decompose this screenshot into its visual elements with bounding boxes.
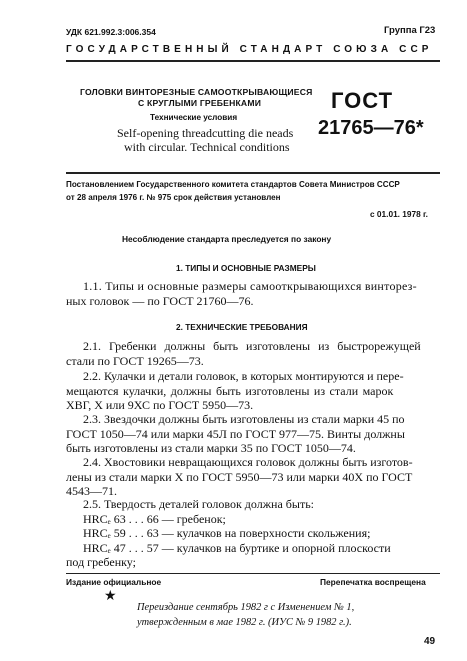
paragraph-2-4 [66, 455, 440, 499]
reprint-prohibited: Перепечатка воспрещена [320, 577, 426, 587]
paragraph-1-1-line2: ных головок — по ГОСТ 21760—76. [66, 293, 254, 308]
group-code: Группа Г23 [384, 25, 436, 36]
paragraph-2-5 [66, 497, 440, 570]
paragraph-2-5-line1: 2.5. Твердость деталей головок должна быть: [83, 497, 314, 511]
hardness-combs: HRCₑ 63 . . . 66 — гребенок; [83, 511, 226, 526]
star-icon: ★ [104, 589, 117, 604]
reissue-line1: Переиздание сентябрь 1982 г с Изменением № 1, [137, 602, 355, 613]
title-ru-line2: С КРУГЛЫМИ ГРЕБЕНКАМИ [138, 98, 262, 108]
law-warning: Несоблюдение стандарта преследуется по закону [122, 234, 332, 244]
standard-banner: ГОСУДАРСТВЕННЫЙ СТАНДАРТ СОЮЗА ССР [66, 44, 433, 55]
title-en-line2: with circular. Technical conditions [124, 140, 290, 154]
paragraph-2-2-line1: 2.2. Кулачки и детали головок, в которых монтируются и пере- [83, 369, 404, 383]
paragraph-2-2 [66, 369, 440, 413]
udk-code: УДК 621.992.3:006.354 [66, 27, 156, 37]
paragraph-2-1-line2: стали по ГОСТ 19265—73. [66, 353, 204, 368]
gost-number: 21765—76* [318, 117, 424, 139]
header-rule-top [66, 60, 440, 62]
title-ru-line1: ГОЛОВКИ ВИНТОРЕЗНЫЕ САМООТКРЫВАЮЩИЕСЯ [80, 87, 313, 97]
paragraph-2-3-line2: ГОСТ 1050—74 или марки 45Л по ГОСТ 977—75. Винты должны [66, 426, 405, 441]
paragraph-2-4-line2: лены из стали марки X по ГОСТ 5950—73 или марки 40Х по ГОСТ [66, 469, 413, 484]
paragraph-2-1-line1: 2.1. Гребенки должны быть изготовлены из быстрорежущей [83, 339, 421, 353]
decree-line1: Постановлением Государственного комитета стандартов Совета Министров СССР [66, 180, 400, 189]
paragraph-2-3 [66, 412, 440, 456]
paragraph-2-2-line2: мещаются кулачки, должны быть изготовлены из стали марок [66, 383, 394, 398]
paragraph-2-4-line3: 4543—71. [66, 484, 117, 499]
hardness-cams-sliding: HRCₑ 59 . . . 63 — кулачков на поверхности скольжения; [83, 526, 371, 541]
section1-heading: 1. ТИПЫ И ОСНОВНЫЕ РАЗМЕРЫ [176, 263, 316, 273]
page-number: 49 [424, 636, 436, 647]
title-rule-bottom [66, 172, 440, 174]
hardness-cams-collar: HRCₑ 47 . . . 57 — кулачков на буртике и опорной плоскости [83, 540, 391, 555]
paragraph-2-4-line1: 2.4. Хвостовики невращающихся головок должны быть изготов- [83, 455, 413, 469]
paragraph-2-3-line3: быть изготовлены из стали марки 35 по ГОСТ 1050—74. [66, 441, 356, 456]
official-edition: Издание официальное [66, 577, 162, 587]
title-subtitle: Технические условия [150, 113, 238, 122]
decree-line2: от 28 апреля 1976 г. № 975 срок действия установлен [66, 193, 281, 202]
gost-label: ГОСТ [331, 88, 394, 113]
title-en-line1: Self-opening threadcutting die neads [117, 126, 294, 140]
paragraph-1-1-line1: 1.1. Типы и основные размеры самооткрывающихся винторез- [83, 279, 417, 293]
paragraph-2-1 [66, 339, 440, 368]
reissue-line2: утвержденным в мае 1982 г. (ИУС № 9 1982 г.). [137, 617, 352, 628]
section2-heading: 2. ТЕХНИЧЕСКИЕ ТРЕБОВАНИЯ [176, 322, 308, 332]
footer-rule [66, 573, 440, 574]
paragraph-2-3-line1: 2.3. Звездочки должны быть изготовлены из стали марки 45 по [83, 412, 405, 426]
paragraph-2-5-line5: под гребенку; [66, 555, 136, 570]
paragraph-1-1 [66, 279, 440, 308]
decree-date: с 01.01. 1978 г. [370, 209, 428, 219]
paragraph-2-2-line3: ХВГ, X или 9ХС по ГОСТ 5950—73. [66, 398, 254, 413]
